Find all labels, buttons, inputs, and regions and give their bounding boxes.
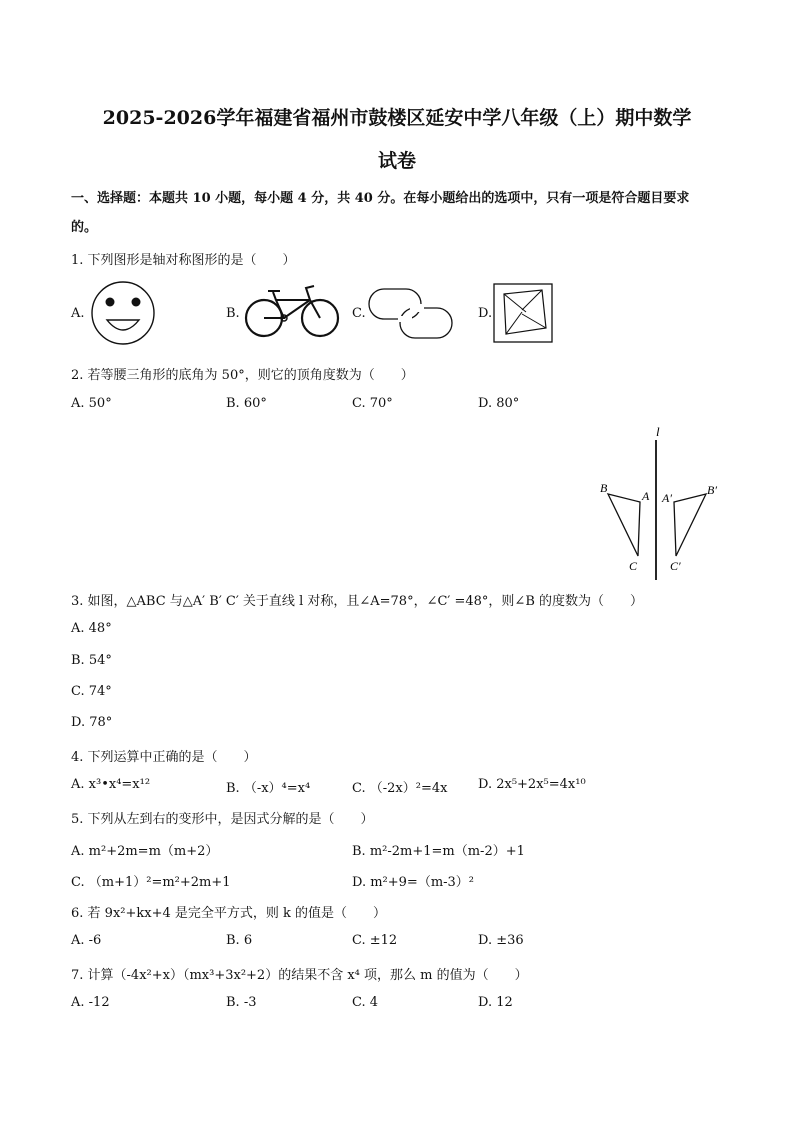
q2-option-d: D. 80° (478, 396, 520, 411)
q4-stem: 4. 下列运算中正确的是（ ） (71, 750, 257, 765)
q1-option-b-label: B. (226, 306, 240, 321)
symmetry-triangles-figure (590, 420, 730, 585)
linked-rings-figure (366, 286, 456, 342)
nested-square-figure (492, 282, 554, 344)
q1-stem: 1. 下列图形是轴对称图形的是（ ） (71, 253, 296, 268)
section-header-line1: 一、选择题：本题共 10 小题，每小题 4 分，共 40 分。在每小题给出的选项中，只有一项是符合题目要求 (71, 191, 690, 206)
q4-option-d: D. 2x⁵+2x⁵=4x¹⁰ (478, 777, 586, 792)
smiley-face-figure (88, 280, 158, 346)
q7-option-b: B. -3 (226, 995, 257, 1010)
q2-option-b: B. 60° (226, 396, 267, 411)
label-a-prime: A′ (662, 491, 672, 505)
q7-stem: 7. 计算（-4x²+x）（mx³+3x²+2）的结果不含 x⁴ 项，那么 m 的值为（ ） (71, 968, 528, 983)
q2-option-c: C. 70° (352, 396, 393, 411)
q2-option-a: A. 50° (71, 396, 112, 411)
q3-option-d: D. 78° (71, 715, 113, 730)
q6-option-b: B. 6 (226, 933, 253, 948)
q3-option-c: C. 74° (71, 684, 112, 699)
label-b: B (600, 481, 608, 495)
q3-option-b: B. 54° (71, 653, 112, 668)
q5-option-a: A. m²+2m=m（m+2） (71, 844, 219, 859)
q6-option-d: D. ±36 (478, 933, 524, 948)
q1-option-a-label: A. (71, 306, 85, 321)
q1-option-c-label: C. (352, 306, 366, 321)
label-a: A (642, 489, 650, 503)
triangle-abc (608, 494, 640, 556)
exam-title-line1: 2025-2026学年福建省福州市鼓楼区延安中学八年级（上）期中数学 (102, 107, 692, 129)
q7-option-d: D. 12 (478, 995, 513, 1010)
q7-option-c: C. 4 (352, 995, 379, 1010)
exam-title-line2: 试卷 (377, 150, 416, 172)
q3-stem: 3. 如图，△ABC 与△A′ B′ C′ 关于直线 l 对称，且∠A=78°，∠C′ =48°，则∠B 的度数为（ ） (71, 594, 644, 609)
q4-option-a: A. x³•x⁴=x¹² (71, 777, 151, 792)
label-l: l (656, 424, 660, 439)
bicycle-figure (240, 282, 344, 338)
q5-stem: 5. 下列从左到右的变形中，是因式分解的是（ ） (71, 812, 374, 827)
q2-stem: 2. 若等腰三角形的底角为 50°，则它的顶角度数为（ ） (71, 368, 414, 383)
q5-option-b: B. m²-2m+1=m（m-2）+1 (352, 844, 525, 859)
q6-option-a: A. -6 (71, 933, 102, 948)
q5-option-c: C. （m+1）²=m²+2m+1 (71, 875, 231, 890)
q5-option-d: D. m²+9=（m-3）² (352, 875, 475, 890)
q4-option-b: B. （-x）⁴=x⁴ (226, 781, 311, 796)
triangle-abc-prime (674, 494, 706, 556)
label-c-prime: C′ (670, 559, 681, 573)
label-b-prime: B′ (707, 483, 717, 497)
q6-stem: 6. 若 9x²+kx+4 是完全平方式，则 k 的值是（ ） (71, 906, 387, 921)
label-c: C (629, 559, 638, 573)
q6-option-c: C. ±12 (352, 933, 398, 948)
q3-option-a: A. 48° (71, 621, 112, 636)
q4-option-c: C. （-2x）²=4x (352, 781, 448, 796)
section-header-line2: 的。 (71, 220, 98, 235)
q7-option-a: A. -12 (71, 995, 110, 1010)
q1-option-d-label: D. (478, 306, 493, 321)
